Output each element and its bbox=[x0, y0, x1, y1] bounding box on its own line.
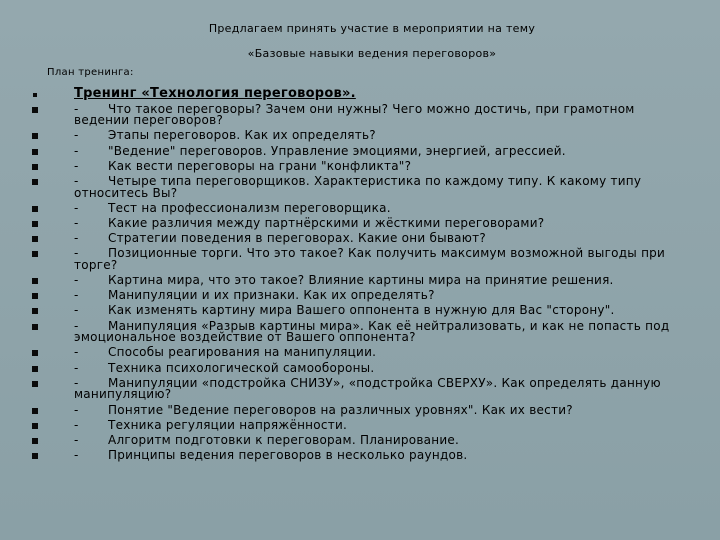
intro-line-2: «Базовые навыки ведения переговоров» bbox=[247, 47, 497, 60]
list-item bbox=[30, 143, 690, 158]
bullet-icon bbox=[32, 293, 38, 299]
bullet-icon bbox=[32, 453, 38, 459]
bullet-icon bbox=[32, 278, 38, 284]
list-item bbox=[30, 215, 690, 230]
list-item-text: Манипуляции и их признаки. Как их определять? bbox=[108, 288, 435, 303]
bullet-icon bbox=[32, 350, 38, 356]
bullet-icon bbox=[32, 206, 38, 212]
list-item-text: Как изменять картину мира Вашего оппонента в нужную для Вас "сторону". bbox=[108, 303, 615, 318]
list-item bbox=[30, 248, 690, 271]
list-item-text: Манипуляции «подстройка СНИЗУ», «подстройка СВЕРХУ». Как определять данную манипуляцию? bbox=[74, 375, 661, 402]
list-item-text: Позиционные торги. Что это такое? Как получить максимум возможной выгоды при торге? bbox=[74, 246, 666, 272]
dash-marker: - bbox=[74, 360, 79, 375]
dash-marker: - bbox=[74, 375, 79, 390]
bullet-icon bbox=[32, 251, 38, 257]
training-title: Тренинг «Технология переговоров». bbox=[74, 86, 356, 101]
list-item-text: Способы реагирования на манипуляции. bbox=[108, 345, 377, 360]
dash-marker: - bbox=[74, 231, 79, 246]
dash-marker: - bbox=[74, 101, 79, 116]
list-item-text: Техника регуляции напряжённости. bbox=[108, 417, 348, 432]
list-item-text: Алгоритм подготовки к переговорам. Планирование. bbox=[108, 432, 460, 447]
bullet-icon bbox=[32, 408, 38, 414]
bullet-icon bbox=[32, 133, 38, 139]
training-plan-list bbox=[30, 88, 690, 465]
dash-marker: - bbox=[74, 158, 79, 173]
bullet-icon bbox=[32, 423, 38, 429]
dash-marker: - bbox=[74, 448, 79, 463]
list-item bbox=[30, 450, 690, 462]
list-item bbox=[30, 200, 690, 215]
bullet-icon bbox=[32, 107, 38, 113]
list-item-text: Картина мира, что это такое? Влияние картины мира на принятие решения. bbox=[108, 273, 614, 288]
dash-marker: - bbox=[74, 215, 79, 230]
bullet-icon bbox=[32, 164, 38, 170]
list-item bbox=[30, 130, 690, 142]
bullet-icon bbox=[32, 366, 38, 372]
list-item-text: Понятие "Ведение переговоров на различных уровнях". Как их вести? bbox=[108, 402, 573, 417]
bullet-icon bbox=[32, 324, 38, 330]
list-item-text: Техника психологической самообороны. bbox=[108, 360, 375, 375]
list-item-text: "Ведение" переговоров. Управление эмоциями, энергией, агрессией. bbox=[108, 143, 566, 158]
list-item bbox=[30, 305, 690, 317]
list-item-text: Принципы ведения переговоров в несколько раундов. bbox=[108, 448, 468, 463]
list-item bbox=[30, 233, 690, 245]
dash-marker: - bbox=[74, 432, 79, 447]
list-item-text: Манипуляция «Разрыв картины мира». Как её нейтрализовать, и как не попасть под эмоциональное воздействие от Вашего оппонента? bbox=[74, 318, 670, 345]
list-item-text: Как вести переговоры на грани "конфликта"? bbox=[108, 158, 412, 173]
intro-line-1: Предлагаем принять участие в мероприятии на тему bbox=[208, 22, 536, 35]
list-item-text: Четыре типа переговорщиков. Характеристика по каждому типу. К какому типу относитесь Вы? bbox=[74, 173, 642, 200]
list-item-text: Этапы переговоров. Как их определять? bbox=[108, 128, 376, 143]
list-item-text: Какие различия между партнёрскими и жёсткими переговорами? bbox=[108, 215, 545, 230]
list-item bbox=[30, 432, 690, 447]
dash-marker: - bbox=[74, 402, 79, 417]
dash-marker: - bbox=[74, 303, 79, 318]
bullet-icon bbox=[32, 236, 38, 242]
list-item bbox=[30, 402, 690, 417]
list-item bbox=[30, 360, 690, 375]
dash-marker: - bbox=[74, 200, 79, 215]
dash-marker: - bbox=[74, 128, 79, 143]
bullet-icon bbox=[32, 149, 38, 155]
dash-marker: - bbox=[74, 273, 79, 288]
dash-marker: - bbox=[74, 143, 79, 158]
dash-marker: - bbox=[74, 345, 79, 360]
bullet-icon bbox=[32, 308, 38, 314]
plan-label: План тренинга: bbox=[47, 67, 134, 78]
bullet-icon bbox=[32, 221, 38, 227]
dash-marker: - bbox=[74, 318, 79, 333]
dash-marker: - bbox=[74, 173, 79, 188]
list-item bbox=[30, 347, 690, 359]
list-item bbox=[30, 173, 690, 200]
dash-marker: - bbox=[74, 417, 79, 432]
dash-marker: - bbox=[74, 288, 79, 303]
bullet-icon bbox=[32, 381, 38, 387]
list-item bbox=[30, 318, 690, 345]
list-item-text: Что такое переговоры? Зачем они нужны? Чего можно достичь, при грамотном ведении переговоров? bbox=[74, 101, 635, 128]
dash-marker: - bbox=[74, 246, 79, 261]
bullet-icon bbox=[32, 438, 38, 444]
list-item bbox=[30, 158, 690, 173]
list-item-text: Тест на профессионализм переговорщика. bbox=[108, 200, 391, 215]
list-item bbox=[30, 375, 690, 402]
list-item bbox=[30, 275, 690, 287]
list-item-title bbox=[30, 88, 690, 100]
list-item bbox=[30, 290, 690, 302]
bullet-icon bbox=[33, 93, 37, 97]
bullet-icon bbox=[32, 179, 38, 185]
list-item bbox=[30, 417, 690, 432]
list-item bbox=[30, 101, 690, 128]
list-item-text: Стратегии поведения в переговорах. Какие они бывают? bbox=[108, 231, 486, 246]
